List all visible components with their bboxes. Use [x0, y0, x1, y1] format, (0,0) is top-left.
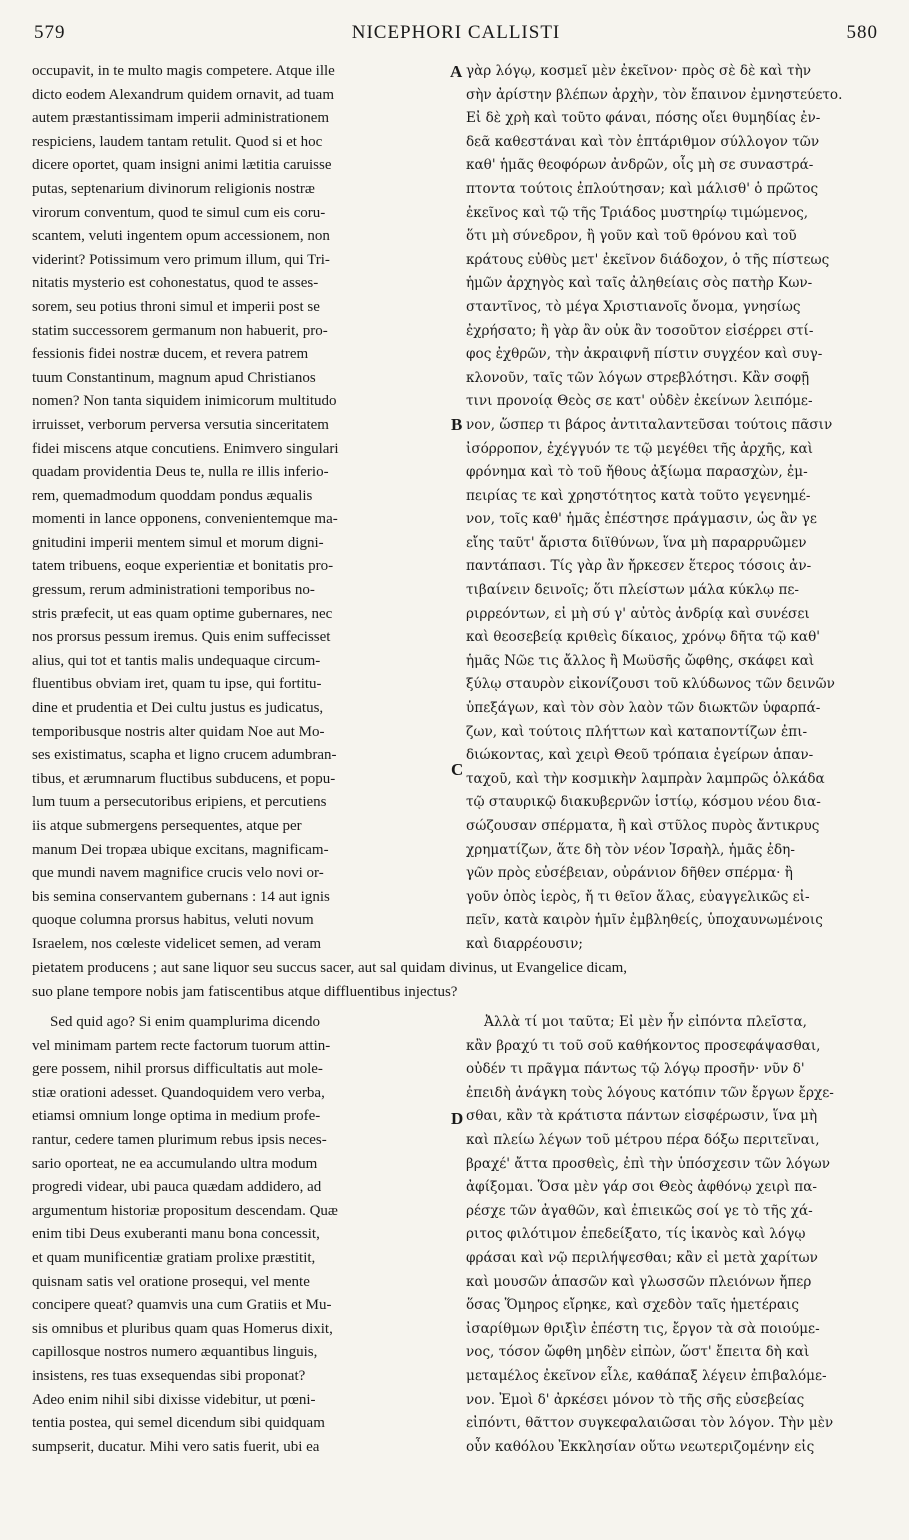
text-line: Ἀλλὰ τί μοι ταῦτα; Εἰ μὲν ἦν εἰπόντα πλεῖστα,	[484, 1014, 807, 1030]
text-line: κλονοῦν, ταῖς τῶν λόγων στρεβλότησι. Κἂν σοφῇ	[466, 369, 810, 386]
text-line: νον. Ἐμοὶ δ' ἀρκέσει μόνον τὸ τῆς σῆς εὐσεβείας	[466, 1391, 805, 1408]
page-header	[34, 8, 878, 44]
text-line: φράσαι καὶ νῷ περιλήψεσθαι; κἂν εἰ μετὰ χαρίτων	[466, 1249, 818, 1266]
text-line: Adeo enim nihil sibi dixisse videbitur, ut pœni-	[32, 1391, 316, 1408]
text-line: scantem, veluti ingentem opum accessionem, non	[32, 228, 330, 245]
text-line: πειρίας τε καὶ χρηστότητος κατὰ τοῦτο γεγενημέ-	[466, 487, 811, 504]
text-line: quisnam satis vel oratione prosequi, vel mente	[32, 1273, 310, 1290]
latin-column-top	[32, 60, 448, 957]
text-line: ἰσαρίθμων θριξὶν ἐπέστη τις, ἔργον τὰ σὰ ποιούμε-	[466, 1320, 820, 1337]
text-line: vel minimam partem recte factorum tuorum attin-	[32, 1037, 331, 1054]
text-line: γῶν πρὸς εὐσέβειαν, οὐράνιον δῆθεν σπέρμα· ἢ	[466, 865, 793, 882]
text-line: οὖν καθόλου Ἐκκλησίαν οὕτω νεωτεριζομένην εἰς	[466, 1438, 815, 1455]
text-line: gere possem, nihil prorsus difficultatis aut mole-	[32, 1061, 323, 1078]
text-line: ὅσας Ὅμηρος εἴρηκε, καὶ σχεδὸν ταῖς ἡμετέραις	[466, 1297, 799, 1314]
text-line: γοῦν ὀπὸς ἱερὸς, ἤ τι θεῖον ἅλας, εὐαγγελικῶς εἰ-	[466, 888, 810, 905]
text-line: tuum Constantinum, magnum apud Christianos	[32, 369, 316, 386]
text-line: τινι προνοίᾳ Θεὸς σε κατ' οὐδὲν ἐκείνων λειπόμε-	[466, 393, 813, 410]
text-line: dicto eodem Alexandrum quidem ornavit, ad tuam	[32, 86, 335, 103]
text-line: οὐδέν τι πρᾶγμα πάντως τῷ λόγῳ προσῆν· νῦν δ'	[466, 1061, 805, 1078]
text-line: que mundi navem magnifice crucis velo novi or-	[32, 865, 324, 882]
text-line: σώζουσαν σπέρματα, ἢ καὶ στῦλος πυρὸς ἄντικρυς	[466, 818, 820, 834]
text-line: ταχοῦ, καὶ τὴν κοσμικὴν λαμπρὰν λαμπρῶς ὁλκάδα	[466, 770, 825, 787]
text-line: respiciens, laudem tantam retulit. Quod si et hoc	[32, 133, 323, 150]
text-line: etiamsi omnium longe optima in medium profe-	[32, 1108, 321, 1125]
section-marker-a: A	[450, 62, 463, 81]
page-number-right: 580	[846, 22, 878, 43]
text-line: ἡμᾶς Νῶε τις ἄλλος ἢ Μωϋσῆς ὤφθης, σκάφει καὶ	[466, 652, 815, 669]
latin-column-bottom	[32, 1011, 448, 1459]
text-line: tatem tribuens, eoque experientiæ et bonitatis pro-	[32, 558, 334, 575]
section-marker-d: D	[451, 1109, 464, 1128]
text-line: quadam providentia Deus te, nulla re illis inferio-	[32, 464, 329, 481]
text-line: ἐχρήσατο; ἢ γὰρ ἂν οὐκ ἂν τοσοῦτον εἰσέρρει στί-	[466, 322, 814, 339]
text-line: nitatis mysterio est cohonestatus, quod te asses-	[32, 275, 319, 292]
text-line: τῷ σταυρικῷ διακυβερνῶν ἱστίῳ, κόσμου νέου δια-	[466, 794, 821, 811]
text-line: εἴης ταῦτ' ἄριστα διϊθύνων, ἵνα μὴ παραρρυῶμεν	[466, 534, 807, 551]
text-line: σταντῖνος, τὸ μέγα Χριστιανοῖς ὄνομα, γνησίως	[466, 298, 801, 315]
text-line: gressum, rerum administrationi temporibus no-	[32, 582, 315, 599]
text-line: νον, τοῖς καθ' ἡμᾶς ἐπέστησε πράγμασιν, ὡς ἂν γε	[466, 511, 817, 528]
text-line: nomen? Non tanta siquidem inimicorum multitudo	[32, 393, 337, 410]
text-line: Εἰ δὲ χρὴ καὶ τοῦτο φάναι, πόσης οἴει θυμηδίας ἐν-	[466, 110, 821, 127]
text-line: fessionis fidei nostræ ducem, et revera patrem	[32, 346, 309, 363]
text-line: βραχέ' ἄττα προσθεὶς, ἐπὶ τὴν ὑπόσχεσιν τῶν λόγων	[466, 1155, 831, 1172]
section-marker-c: C	[451, 760, 464, 779]
text-line: ἀφίξομαι. Ὅσα μὲν γάρ σοι Θεὸς ἀφθόνῳ χειρὶ πα-	[466, 1179, 818, 1196]
text-line: καὶ θεοσεβείᾳ κριθεὶς δίκαιος, χρόνῳ δῆτα τῷ καθ'	[466, 629, 821, 646]
text-line: tentia postea, qui semel dicendum sibi quidquam	[32, 1415, 325, 1432]
text-line: putas, septenarium divinorum religionis nostræ	[32, 180, 315, 197]
full-width-line-1: pietatem producens ; aut sane liquor seu succus sacer, aut sal quidam divinus, ut Evangelice dicam,	[32, 960, 628, 976]
text-line: tibus, et ærumnarum fluctibus subducens, et popu-	[32, 770, 336, 787]
text-line: ὑπεξάγων, καὶ τὸν σὸν λαὸν τῶν διωκτῶν ὑφαρπά-	[466, 700, 821, 717]
text-line: ses existimatus, scapha et ligno crucem adumbran-	[32, 747, 337, 764]
text-line: sumpserit, ducatur. Mihi vero satis fuerit, ubi ea	[32, 1438, 320, 1455]
text-line: statim successorem germanum non habuerit, pro-	[32, 322, 328, 339]
text-line: argumentum historiæ propositum descendam. Quæ	[32, 1202, 338, 1219]
text-line: iis atque submergens persequentes, atque per	[32, 818, 302, 834]
text-line: σθαι, κἂν τὰ κράτιστα πάντων εἰσφέρωσιν, ἵνα μὴ	[466, 1108, 818, 1125]
full-width-line-2: suo plane tempore nobis jam fatiscentibus atque diffluentibus injectus?	[32, 984, 458, 1000]
text-line: ἐκεῖνος καὶ τῷ τῆς Τριάδος μυστηρίῳ τιμώμενος,	[466, 204, 809, 221]
text-line: κἂν βραχύ τι τοῦ σοῦ καθήκοντος προσεφάψασθαι,	[466, 1037, 821, 1054]
text-line: δεᾶ καθεστάναι καὶ τὸν ἑπτάριθμον σύλλογον τῶν	[466, 133, 820, 150]
text-line: φρόνημα καὶ τὸ τοῦ ἤθους ἀξίωμα παρασχὼν, ἐμ-	[466, 464, 808, 481]
text-line: νος, τόσον ὤφθη μηδὲν εἰπὼν, ὥστ' ἔπειτα δὴ καὶ	[466, 1344, 810, 1361]
text-line: gnitudini imperii mentem simul et morum digni-	[32, 534, 324, 551]
text-line: ρέσχε τῶν ἀγαθῶν, καὶ ἐπιεικῶς σοί γε τὸ τῆς χά-	[466, 1202, 813, 1219]
text-line: ριρρεόντων, εἰ μὴ σύ γ' αὐτὸς ἀνδρίᾳ καὶ συνέσει	[466, 605, 810, 622]
text-line: stiæ orationi adesset. Quandoquidem vero verba,	[32, 1084, 325, 1101]
text-line: καθ' ἡμᾶς θεοφόρων ἀνδρῶν, οἷς μὴ σε συναστρά-	[466, 157, 814, 174]
text-line: κράτους εὐθὺς μετ' ἐκεῖνον διάδοχον, ὁ τῆς πίστεως	[466, 251, 830, 268]
text-line: insistens, res tuas exsequendas sibi proponat?	[32, 1367, 306, 1384]
text-line: quoque columna prorsus habitus, veluti novum	[32, 912, 314, 929]
text-line: sis omnibus et pluribus quam quas Homerus dixit,	[32, 1320, 333, 1337]
text-line: ὅτι μὴ σύνεδρον, ἢ γοῦν καὶ τοῦ θρόνου καὶ τοῦ	[466, 228, 797, 245]
text-line: ξύλῳ σταυρὸν εἰκονίζουσι τοῦ κλύδωνος τῶν δεινῶν	[466, 676, 835, 693]
running-title: NICEPHORI CALLISTI	[351, 22, 561, 43]
text-line: γὰρ λόγῳ, κοσμεῖ μὲν ἐκεῖνον· πρὸς σὲ δὲ καὶ τὴν	[466, 63, 811, 79]
text-line: ἡμῶν ἀρχηγὸς καὶ ταῖς ἀληθείαις σὸς πατὴρ Κων-	[466, 275, 813, 292]
text-line: fidei miscens atque concutiens. Enimvero singulari	[32, 440, 339, 457]
text-line: καὶ μουσῶν ἁπασῶν καὶ γλωσσῶν πλειόνων ἤπερ	[466, 1273, 812, 1290]
text-line: et quam munificentiæ gratiam prolixe præstitit,	[32, 1249, 316, 1266]
text-line: νον, ὥσπερ τι βάρος ἀντιταλαντεῦσαι τούτοις πᾶσιν	[466, 416, 833, 433]
text-line: rem, quemadmodum quoddam pondus æqualis	[32, 487, 313, 504]
text-line: ἰσόρροπον, ἐχέγγυόν τε τῷ μεγέθει τῆς ἀρχῆς, καὶ	[466, 440, 813, 457]
text-line: διώκοντας, καὶ χειρὶ Θεοῦ τρόπαια ἐγείρων ἁπαν-	[466, 747, 814, 764]
text-line: progredi videar, ubi pauca quædam addidero, ad	[32, 1179, 322, 1196]
text-line: ριτος φιλότιμον ἐπεδείξατο, τίς ἱκανὸς καὶ λόγῳ	[466, 1226, 806, 1243]
text-line: capillosque nostros numero æquantibus linguis,	[32, 1344, 318, 1361]
text-line: stris præfecit, ut eas quam optime gubernares, nec	[32, 605, 333, 622]
text-line: σὴν ἀρίστην βλέπων ἀρχὴν, τὸν ἔπαινον ἐμνηστεύετο.	[466, 86, 843, 103]
text-line: παντάπασι. Τίς γὰρ ἂν ἤρκεσεν ἕτερος τόσοις ἀν-	[466, 558, 812, 575]
text-line: καὶ διαρρέουσιν;	[466, 935, 583, 952]
text-line: πτοντα τούτοις ἐπλούτησαν; καὶ μάλισθ' ὁ πρῶτος	[466, 180, 819, 197]
text-line: dicere oportet, quam insigni animi lætitia caruisse	[32, 157, 332, 174]
text-line: φος ἐχθρῶν, τὴν ἀκραιφνῆ πίστιν συγχέον καὶ συγ-	[466, 346, 823, 363]
text-line: Sed quid ago? Si enim quamplurima dicendo	[50, 1014, 320, 1030]
text-line: momenti in lance opponens, convenientemque ma-	[32, 511, 338, 528]
text-line: sorem, seu potius throni simul et imperii post se	[32, 298, 320, 315]
text-line: dine et prudentia et Dei cultu justus es judicatus,	[32, 700, 324, 717]
text-line: ἐπειδὴ ἀνάγκη τοὺς λόγους κατόπιν τῶν ἔργων ἔρχε-	[466, 1084, 834, 1101]
text-line: Israelem, nos cœleste videlicet semen, ad veram	[32, 935, 322, 952]
greek-column-top	[466, 60, 878, 957]
text-line: bis semina conservantem gubernans : 14 aut ignis	[32, 888, 330, 905]
text-line: πεῖν, κατὰ καιρὸν ἡμῖν ἐμβληθείς, ὑποχαυνωμένοις	[466, 912, 823, 929]
text-line: autem præstantissimam imperii administrationem	[32, 110, 330, 127]
text-line: χρηματίζων, ἅτε δὴ τὸν νέον Ἰσραὴλ, ἡμᾶς ἐδη-	[466, 841, 795, 858]
text-line: εἰπόντι, θᾶττον συγκεφαλαιῶσαι τὸν λόγον. Τὴν μὲν	[466, 1415, 834, 1432]
text-line: virorum conventum, quod te simul cum eis coru-	[32, 204, 326, 221]
text-line: manum Dei tropæa ubique excitans, magnificam-	[32, 841, 329, 858]
text-line: ζων, καὶ τούτοις πλήττων καὶ καταποντίζων ἐπι-	[466, 723, 808, 740]
text-line: fluentibus obviam iret, quam tu ipse, qui fortitu-	[32, 676, 322, 693]
page-number-left: 579	[34, 22, 66, 43]
text-line: concipere queat? quamvis una cum Gratiis et Mu-	[32, 1297, 332, 1314]
text-line: τιβαίνειν δεινοῖς; ὅτι πλείστων μάλα κύκλῳ πε-	[466, 582, 800, 599]
text-line: irruisset, verborum perversa versutia sinceritatem	[32, 416, 329, 433]
text-line: alius, qui tot et tantis malis undequaque circum-	[32, 652, 321, 669]
text-line: occupavit, in te multo magis competere. Atque ille	[32, 63, 335, 79]
section-marker-b: B	[451, 415, 463, 434]
text-line: nos prorsus pessum iremus. Quis enim suffecisset	[32, 629, 331, 646]
greek-column-bottom	[466, 1011, 878, 1459]
text-line: μεταμέλος ἐκεῖνον εἷλε, καθάπαξ λέγειν ἐπιβαλόμε-	[466, 1367, 827, 1384]
text-line: καὶ πλείω λέγων τοῦ μέτρου πέρα δόξω περιτεῖναι,	[466, 1131, 820, 1148]
text-line: temporibusque nostris alter quidam Noe aut Mo-	[32, 723, 325, 740]
text-line: lum tuum a persecutoribus eripiens, et percutiens	[32, 794, 327, 811]
text-line: rantur, cedere tamen plurimum rebus ipsis neces-	[32, 1131, 327, 1148]
text-line: sario oporteat, ne ea accumulando ultra modum	[32, 1155, 318, 1172]
text-line: viderint? Potissimum vero primum illum, qui Tri-	[32, 251, 330, 268]
text-line: enim tibi Deus exuberanti manu bona concessit,	[32, 1226, 320, 1243]
